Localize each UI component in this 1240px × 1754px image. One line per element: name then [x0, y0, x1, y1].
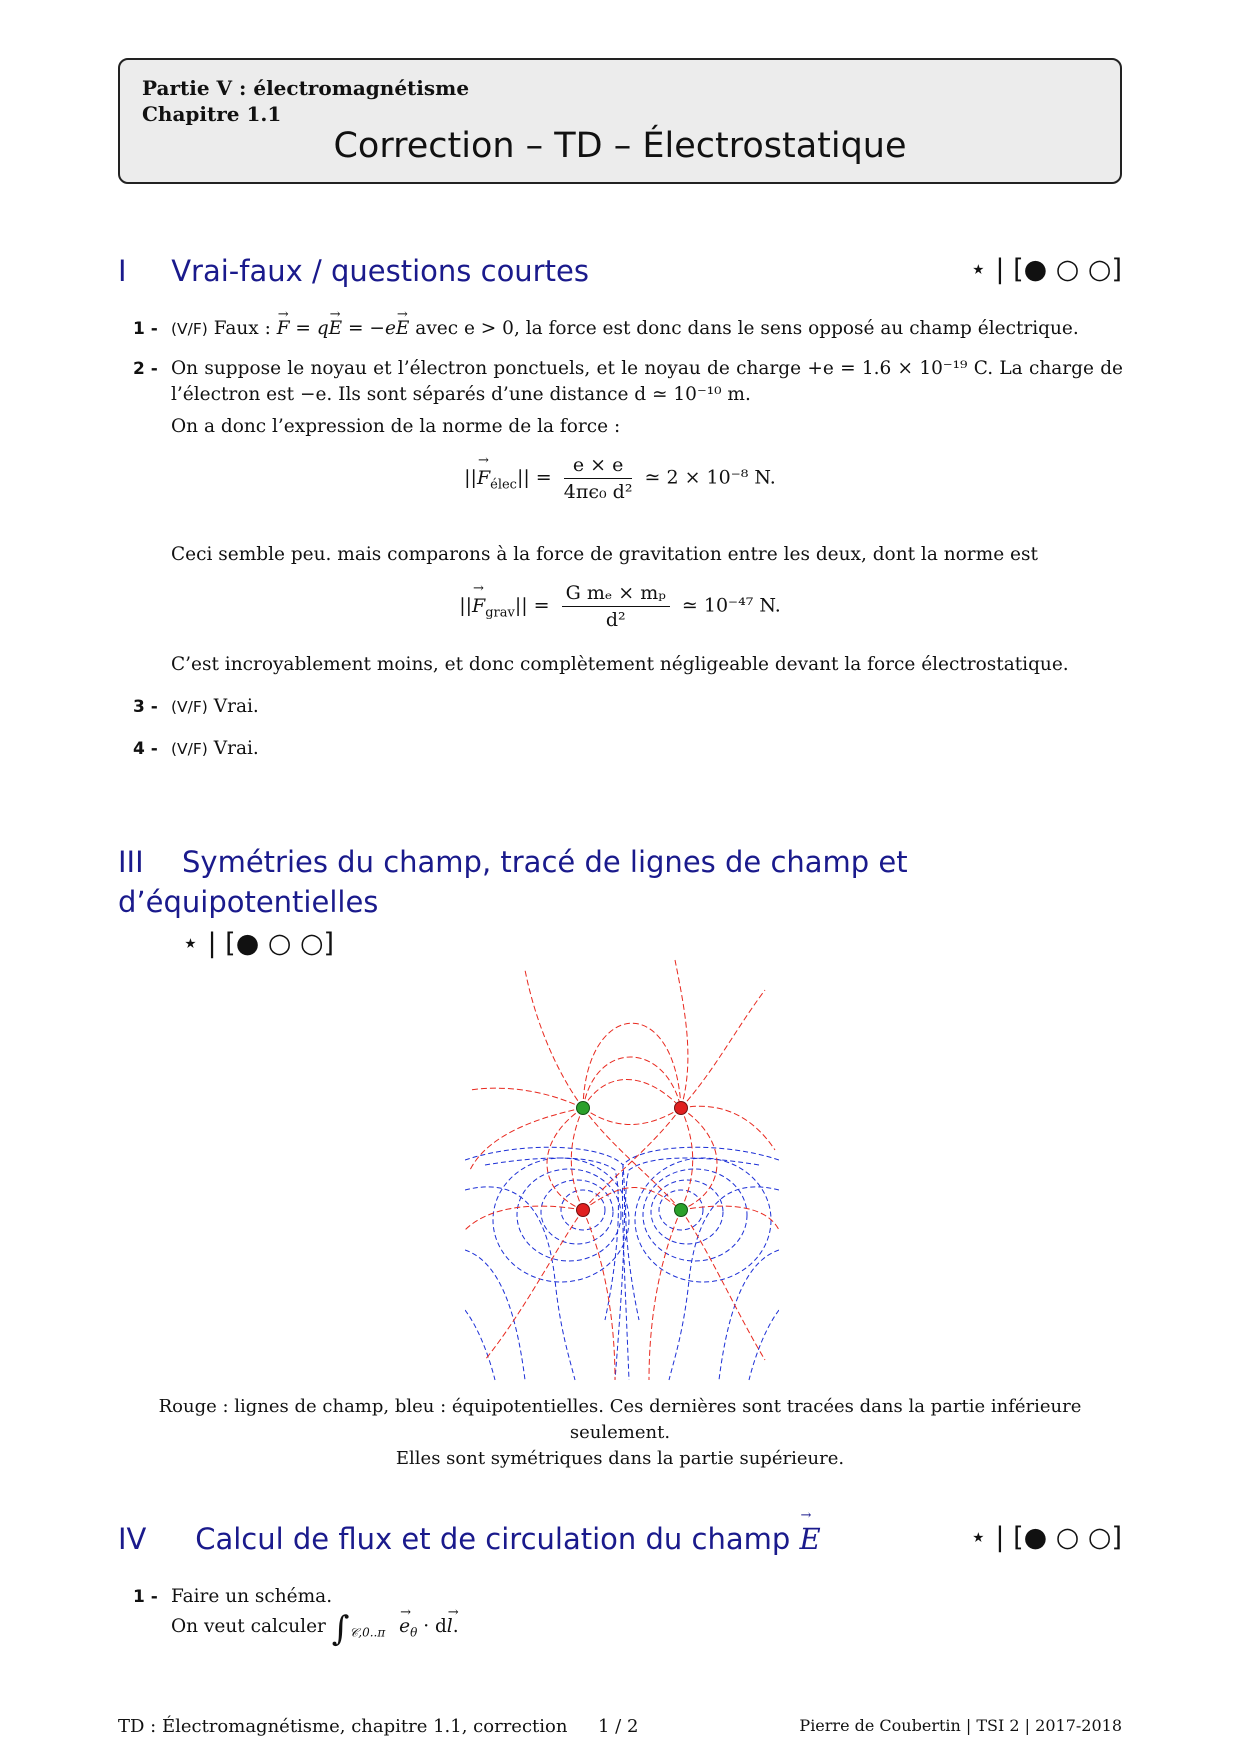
section-1-number: I — [118, 254, 127, 288]
figure-caption — [118, 1394, 1122, 1472]
eq2-denominator: d² — [605, 609, 626, 631]
field-lines — [465, 960, 779, 1380]
footer-page-number: 1 / 2 — [598, 1716, 639, 1737]
eq2-numerator: G mₑ × mₚ — [562, 582, 670, 607]
circulation-integral-line: On veut calculer $\int_{𝒞,0..\pi} \to e_\theta \cdot d\to l$. — [171, 1614, 1123, 1646]
question-1-tag: (V/F) — [171, 320, 208, 338]
dl-vector: → l — [447, 1614, 453, 1640]
eq2-result: ≃ 10⁻⁴⁷ N. — [681, 594, 781, 617]
negative-charge-top-left — [577, 1102, 590, 1115]
unit-vector: → $e_\theta$ — [399, 1614, 417, 1646]
question-3-text: Vrai. — [213, 696, 259, 717]
positive-charge-top-right — [675, 1102, 688, 1115]
section-3-rating: ⋆ | [● ○ ○] — [182, 928, 335, 959]
integral-bounds: 𝒞,0..π — [349, 1625, 386, 1640]
eq1-fraction — [564, 454, 633, 503]
page-title: Correction – TD – Électrostatique — [333, 126, 907, 166]
integral-sign: ∫ — [331, 1609, 350, 1649]
positive-charge-bottom-left — [577, 1204, 590, 1217]
field-lines-figure — [465, 950, 779, 1390]
question-2-paragraph-3: C’est incroyablement moins, et donc complètement négligeable devant la force électrostatique. — [171, 654, 1069, 675]
section-4-title: Calcul de flux et de circulation du champ — [195, 1522, 791, 1556]
section-4-question-1 — [133, 1584, 1123, 1610]
integrand-dot: · d — [423, 1616, 447, 1637]
section-4-title-vector: → E — [799, 1522, 820, 1556]
eq1-numerator: e × e — [564, 454, 633, 479]
section-4-question-1-text: Faire un schéma. — [171, 1586, 333, 1607]
question-2 — [133, 356, 1123, 408]
section-1-title: Vrai-faux / questions courtes — [171, 254, 589, 288]
question-4-number: 4 - — [133, 739, 158, 759]
question-1 — [133, 316, 1123, 342]
header-box — [118, 58, 1122, 184]
equation-gravity-force: ||→ $F_{grav}||$ = $\frac{\text{G mₑ × mₚ}}{\text{d²}}$ ≃ 10⁻⁴⁷ N. — [0, 582, 1240, 631]
figure-caption-line-1: Rouge : lignes de champ, bleu : équipotentielles. Ces dernières sont tracées dans la partie inférieure seulement. — [158, 1396, 1082, 1443]
question-2-number: 2 - — [133, 359, 158, 379]
section-1-heading — [118, 254, 1122, 288]
eq2-fraction — [562, 582, 670, 631]
section-1-rating: ⋆ | [● ○ ○] — [969, 254, 1122, 285]
part-label: Partie V : électromagnétisme — [142, 76, 470, 100]
section-3-number: III — [118, 845, 144, 879]
section-4-rating: ⋆ | [● ○ ○] — [969, 1522, 1122, 1553]
question-4-tag: (V/F) — [171, 740, 208, 758]
figure-caption-line-2: Elles sont symétriques dans la partie supérieure. — [395, 1448, 845, 1469]
question-4-text: Vrai. — [213, 738, 259, 759]
section-3-heading — [118, 842, 1122, 964]
circulation-integral-text: On veut calculer — [171, 1616, 326, 1637]
chapter-label: Chapitre 1.1 — [142, 102, 282, 126]
question-4 — [133, 736, 1123, 762]
equation-electric-force: ||→ $F_{élec}||$ = $\frac{e \times e}{\text{4πϵ₀ d²}}$ ≃ 2 × 10⁻⁸ N. — [0, 454, 1240, 503]
question-2-paragraph-1: On a donc l’expression de la norme de la force : — [171, 416, 621, 437]
question-3-number: 3 - — [133, 697, 158, 717]
question-1-text-b: avec e > 0, la force est donc dans le sens opposé au champ électrique. — [415, 318, 1079, 339]
eq2-subscript: grav — [485, 605, 515, 621]
question-2-paragraph-2: Ceci semble peu. mais comparons à la force de gravitation entre les deux, dont la norme est — [171, 544, 1038, 565]
question-1-number: 1 - — [133, 319, 158, 339]
section-4-number: IV — [118, 1522, 147, 1556]
section-3-title: Symétries du champ, tracé de lignes de champ et d’équipotentielles — [118, 845, 908, 919]
section-4-heading — [118, 1522, 1122, 1556]
footer-right: Pierre de Coubertin | TSI 2 | 2017-2018 — [799, 1716, 1122, 1735]
section-4-question-1-number: 1 - — [133, 1587, 158, 1607]
negative-charge-bottom-right — [675, 1204, 688, 1217]
question-3-tag: (V/F) — [171, 698, 208, 716]
equipotential-lines — [465, 1147, 779, 1380]
force-equation: → F = q→ E = −e→ E — [277, 318, 410, 339]
footer-left: TD : Électromagnétisme, chapitre 1.1, correction — [118, 1716, 568, 1737]
question-1-text-a: Faux : — [213, 318, 271, 339]
eq1-subscript: élec — [490, 477, 517, 493]
question-2-text: On suppose le noyau et l’électron ponctuels, et le noyau de charge +e = 1.6 × 10⁻¹⁹ C. La charge de l’électron est −e. Ils sont séparés d’une distance d ≃ 10⁻¹⁰ m. — [171, 358, 1123, 405]
eq1-denominator: 4πϵ₀ d² — [563, 481, 633, 503]
question-3 — [133, 694, 1123, 720]
eq1-result: ≃ 2 × 10⁻⁸ N. — [644, 466, 776, 489]
